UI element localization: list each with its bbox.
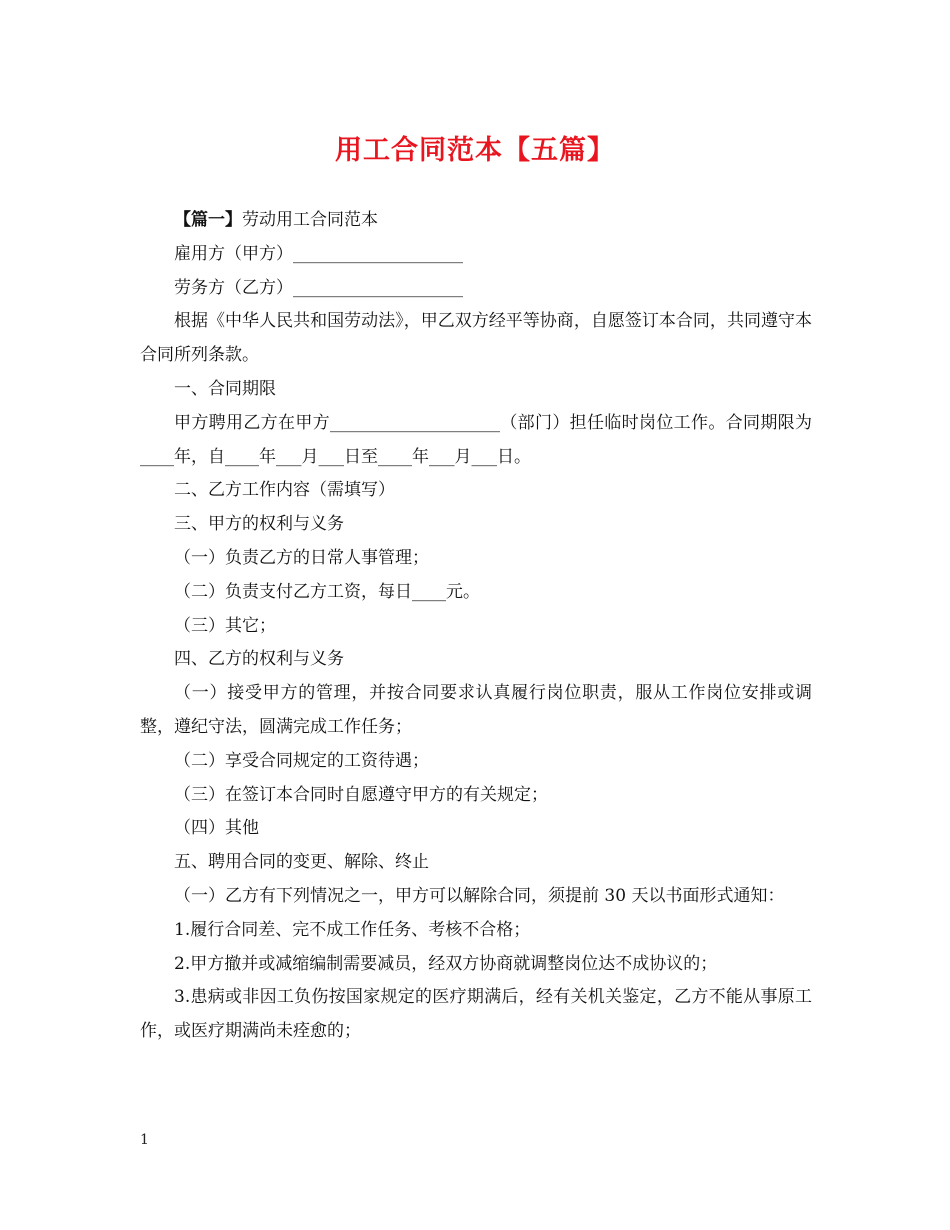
paragraph-item: （二）负责支付乙方工资，每日____元。 [174,581,480,602]
paragraph-employer: 雇用方（甲方）____________________ [174,243,463,264]
document-body [140,204,812,1049]
document-title: 用工合同范本【五篇】 [335,135,615,166]
paragraph-item: 2.甲方撤并或减缩编制需要减员，经双方协商就调整岗位达不成协议的； [174,953,718,974]
page-number: 1 [140,1132,149,1148]
paragraph-item: （四）其他 [174,818,259,839]
section-heading-text: 劳动用工合同范本 [242,210,378,230]
paragraph-employee: 劳务方（乙方）____________________ [174,277,463,298]
paragraph-heading-5: 五、聘用合同的变更、解除、终止 [174,852,429,873]
paragraph-item: （三）在签订本合同时自愿遵守甲方的有关规定； [174,784,548,805]
section-heading [140,204,812,238]
paragraph-heading-1: 一、合同期限 [174,378,276,399]
paragraph-item: （二）享受合同规定的工资待遇； [174,750,429,771]
paragraph-item: （一）接受甲方的管理，并按合同要求认真履行岗位职责，服从工作岗位安排或调整，遵纪守法，圆满完成工作任务； [140,683,812,737]
paragraph-item: （三）其它； [174,615,276,636]
paragraph-heading-4: 四、乙方的权利与义务 [174,649,344,670]
paragraph-item: （一）负责乙方的日常人事管理； [174,547,429,568]
paragraph-heading-3: 三、甲方的权利与义务 [174,514,344,535]
paragraph-item: 1.履行合同差、完不成工作任务、考核不合格； [174,919,531,940]
paragraph-item: 3.患病或非因工负伤按国家规定的医疗期满后，经有关机关鉴定，乙方不能从事原工作，或医疗期满尚未痊愈的； [140,987,812,1042]
paragraph-heading-2: 二、乙方工作内容（需填写） [174,480,395,501]
section-heading-bracket: 【篇一】 [174,210,242,230]
paragraph-term: 甲方聘用乙方在甲方____________________（部门）担任临时岗位工作。合同期限为____年，自____年___月___日至____年___月___日。 [140,412,812,467]
paragraph-preamble: 根据《中华人民共和国劳动法》，甲乙双方经平等协商，自愿签订本合同，共同遵守本合同所列条款。 [140,311,812,366]
paragraph-item: （一）乙方有下列情况之一，甲方可以解除合同，须提前 30 天以书面形式通知： [174,885,785,906]
